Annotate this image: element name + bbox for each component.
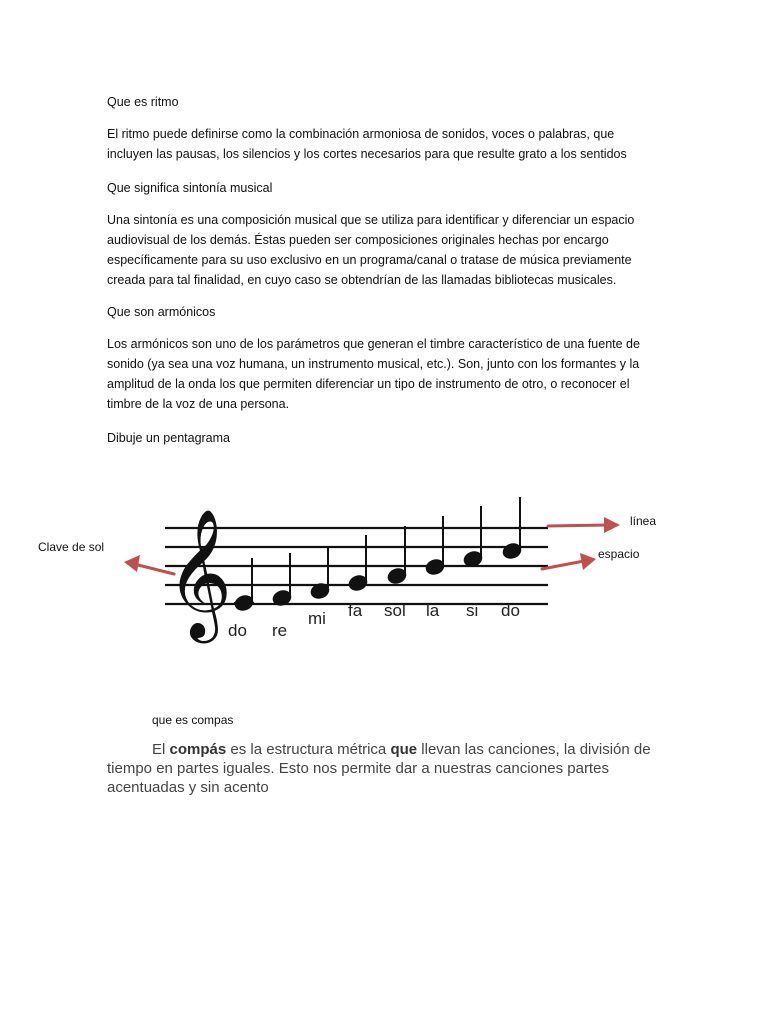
note-label: sol [384, 601, 406, 620]
note-names [228, 601, 520, 640]
compas-bold-1: compás [169, 741, 227, 758]
note-re [271, 553, 293, 608]
note-label: do [228, 621, 247, 640]
arrow-right-space-icon [542, 553, 596, 570]
compas-text-2: es la estructura métrica [226, 741, 391, 758]
treble-clef-icon: 𝄞 [166, 508, 233, 638]
compas-text-1: El [152, 741, 170, 758]
note-label: si [466, 601, 479, 620]
note-label: do [501, 601, 520, 620]
arrow-right-line-icon [548, 517, 620, 533]
paragraph-ritmo: El ritmo puede definirse como la combinación armoniosa de sonidos, voces o palabras, que incluyen las pausas, los silencios y los cortes necesarios para que resulte grato a los sentidos [107, 127, 627, 161]
heading-compas: que es compas [152, 713, 234, 727]
staff-figure [0, 480, 768, 650]
heading-sintonia: Que significa sintonía musical [107, 181, 273, 195]
note-mi [309, 546, 331, 601]
label-linea: línea [630, 514, 657, 528]
note-si [462, 506, 484, 569]
heading-ritmo: Que es ritmo [107, 95, 179, 109]
paragraph-sintonia: Una sintonía es una composición musical que se utiliza para identificar y diferenciar un espacio audiovisual de los demás. Éstas pueden ser composiciones originales hechas por encargo específicamente para su uso exclusivo en un programa/canal o tratase de música previamente creada para tal finalidad, en cuyo caso se obtendrían de las llamadas bibliotecas musicales. [107, 213, 635, 287]
paragraph-armonicos: Los armónicos son uno de los parámetros que generan el timbre característico de una fuente de sonido (ya sea una voz humana, un instrumento musical, etc.). Son, junto con los formantes y la amplitud de la onda los que permiten diferenciar un tipo de instrumento de otro, o reconocer el timbre de la voz de una persona. [107, 337, 640, 411]
note-fa [347, 535, 369, 593]
paragraph-compas [107, 740, 667, 797]
note-label: mi [308, 609, 326, 628]
compas-text-3: llevan las canciones, la división de tiempo en partes iguales. Esto nos permite dar a nuestras canciones partes acentuadas y sin acento [107, 741, 651, 796]
heading-armonicos: Que son armónicos [107, 305, 216, 319]
note-sol [386, 526, 408, 586]
note-label: fa [348, 601, 363, 620]
heading-pentagrama: Dibuje un pentagrama [107, 431, 230, 445]
compas-bold-2: que [390, 741, 418, 758]
notes [233, 497, 523, 613]
note-label: la [426, 601, 440, 620]
label-espacio: espacio [598, 547, 640, 561]
note-label: re [272, 621, 288, 640]
label-clave-de-sol: Clave de sol [38, 540, 105, 554]
